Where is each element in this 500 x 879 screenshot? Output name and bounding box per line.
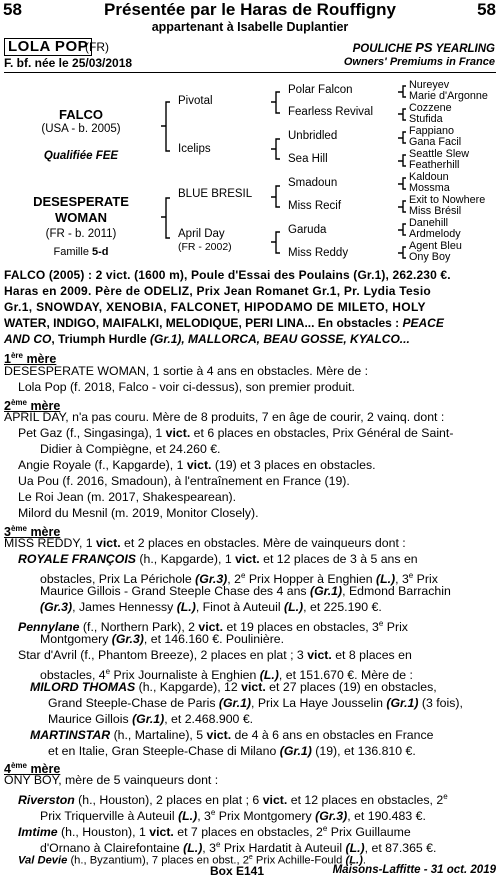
- section-heading-1: 1ère mère: [4, 351, 57, 367]
- mere4-line: Val Devie (h., Byzantium), 7 places en obst., 2e Prix Achille-Fould (L.).: [18, 854, 366, 867]
- gen2-pivotal: Pivotal: [178, 95, 213, 107]
- gen4-item: Exit to Nowhere: [409, 194, 486, 206]
- owner-subtitle: appartenant à Isabelle Duplantier: [151, 20, 349, 34]
- gen4-item: Cozzene: [409, 102, 452, 114]
- gen4-item: Stufida: [409, 113, 443, 125]
- mere3-line: Pennylane (f., Northern Park), 2 vict. et 19 places en obstacles, 3e Prix: [18, 619, 408, 635]
- lot-number-left: 58: [3, 0, 22, 19]
- gen3-polar-falcon: Polar Falcon: [288, 84, 353, 96]
- gen4-item: Seattle Slew: [409, 148, 470, 160]
- section-heading-3: 3ème mère: [4, 524, 61, 540]
- mere3-line: MARTINSTAR (h., Martaline), 5 vict. de 4 à 6 ans en obstacles en France: [30, 728, 434, 742]
- section-heading-4: 4ème mère: [4, 761, 61, 777]
- gen3-miss-reddy: Miss Reddy: [288, 247, 349, 259]
- sire-origin: (USA - b. 2005): [41, 123, 121, 135]
- mere4-line: d'Ornano à Clairefontaine (L.), 3e Prix Hardatit à Auteuil (L.), et 87.365 €.: [40, 840, 437, 856]
- owners-premiums: Owners' Premiums in France: [343, 56, 495, 68]
- mere2-line: APRIL DAY, n'a pas couru. Mère de 8 produits, 7 en âge de courir, 2 vainq. dont :: [4, 410, 445, 424]
- gen3-miss-recif: Miss Recif: [288, 200, 342, 212]
- lot-number-right: 58: [477, 0, 496, 19]
- gen4-item: Nureyev: [409, 79, 450, 91]
- mere4-line: Imtime (h., Houston), 1 vict. et 7 places en obstacles, 2e Prix Guillaume: [18, 824, 411, 840]
- mere3-line: Montgomery (Gr.3), et 146.160 €. Poulinière.: [40, 632, 285, 646]
- mere2-line: Angie Royale (f., Kapgarde), 1 vict. (19) et 3 places en obstacles.: [18, 458, 376, 472]
- mere1-line: Lola Pop (f. 2018, Falco - voir ci-dessus), son premier produit.: [18, 380, 355, 394]
- mere2-line: Milord du Mesnil (m. 2019, Monitor Closely).: [18, 506, 259, 520]
- gen4-item: Danehill: [409, 217, 449, 229]
- gen2-april-day: April Day: [178, 228, 225, 240]
- gen3-fearless-revival: Fearless Revival: [288, 106, 373, 118]
- horse-country: (FR): [85, 40, 109, 54]
- mere3-line: et en Italie, Gran Steeple-Chase di Milano (Gr.1) (19), et 136.810 €.: [48, 744, 416, 758]
- mere3-line: ROYALE FRANÇOIS (h., Kapgarde), 1 vict. et 12 places de 3 à 5 ans en: [18, 552, 418, 566]
- horse-birth: F. bf. née le 25/03/2018: [4, 56, 133, 70]
- gen4-item: Agent Bleu: [409, 240, 462, 252]
- dam-name-line1: DESESPERATE: [33, 194, 129, 209]
- mere4-line: ONY BOY, mère de 5 vainqueurs dont :: [4, 773, 219, 787]
- gen4-item: Miss Brésil: [409, 205, 462, 217]
- mere4-line: Prix Triquerville à Auteuil (L.), 3e Prix Montgomery (Gr.3), et 190.483 €.: [40, 808, 426, 824]
- mere3-line: MISS REDDY, 1 vict. et 2 places en obstacles. Mère de vainqueurs dont :: [4, 536, 406, 550]
- sire-name: FALCO: [58, 107, 104, 122]
- gen4-item: Gana Facil: [409, 136, 462, 148]
- mere2-line: Didier à Compiègne, et 24.260 €.: [40, 442, 221, 456]
- gen4-item: Ony Boy: [409, 251, 451, 263]
- gen4-item: Marie d'Argonne: [409, 90, 488, 102]
- sire-text-line: FALCO (2005) : 2 vict. (1600 m), Poule d'Essai des Poulains (Gr.1), 262.230 €.: [4, 268, 451, 282]
- mere2-line: Pet Gaz (f., Singasinga), 1 vict. et 6 places en obstacles, Prix Général de Saint-: [18, 426, 454, 440]
- dam-origin: (FR - b. 2011): [45, 228, 117, 240]
- mere2-line: Le Roi Jean (m. 2017, Shakespearean).: [18, 490, 237, 504]
- dam-family: Famille 5-d: [53, 246, 109, 258]
- gen3-unbridled: Unbridled: [288, 130, 338, 142]
- sire-text-line: Haras en 2009. Père de ODELIZ, Prix Jean Romanet Gr.1, Pr. Lydia Tesio: [4, 284, 432, 298]
- horse-category: POULICHE PS YEARLING: [352, 40, 495, 55]
- gen2-blue-bresil: BLUE BRESIL: [178, 188, 253, 200]
- mere3-line: Maurice Gillois (Gr.1), et 2.468.900 €.: [48, 712, 254, 726]
- mere3-line: obstacles, 4e Prix Journaliste à Enghien (L.), et 151.670 €. Mère de :: [40, 667, 413, 683]
- horse-name: LOLA POP: [4, 38, 92, 56]
- mere3-line: Grand Steeple-Chase de Paris (Gr.1), Prix La Haye Jousselin (Gr.1) (3 fois),: [48, 696, 463, 710]
- gen2-april-day-origin: (FR - 2002): [178, 241, 232, 253]
- mere3-line: obstacles, Prix La Périchole (Gr.3), 2e Prix Hopper à Enghien (L.), 3e Prix: [40, 571, 438, 587]
- footer-box: Box E141: [210, 864, 265, 878]
- gen4-item: Fappiano: [409, 125, 455, 137]
- mere4-line: Riverston (h., Houston), 2 places en plat ; 6 vict. et 12 places en obstacles, 2e: [18, 792, 448, 808]
- mere2-line: Ua Pou (f. 2016, Smadoun), à l'entraînement en France (19).: [18, 474, 350, 488]
- gen4-item: Mossma: [409, 182, 450, 194]
- sire-text-line: AND CO, Triumph Hurdle (Gr.1), MALLORCA, BEAU GOSSE, KYALCO...: [4, 332, 410, 346]
- mere3-line: Star d'Avril (f., Phantom Breeze), 2 places en plat ; 3 vict. et 8 places en: [18, 648, 412, 662]
- mere3-line: Maurice Gillois - Grand Steeple Chase des 4 ans (Gr.1), Edmond Barrachin: [40, 584, 451, 598]
- gen3-sea-hill: Sea Hill: [288, 153, 328, 165]
- gen4-item: Featherhill: [409, 159, 460, 171]
- gen3-smadoun: Smadoun: [288, 177, 338, 189]
- mere3-line: MILORD THOMAS (h., Kapgarde), 12 vict. et 27 places (19) en obstacles,: [30, 680, 437, 694]
- gen3-garuda: Garuda: [288, 224, 327, 236]
- footer-venue-date: Maisons-Laffitte - 31 oct. 2019: [332, 864, 496, 876]
- section-heading-2: 2ème mère: [4, 398, 61, 414]
- sire-text-line: WATER, INDIGO, MAIFALKI, MELODIQUE, PERI LINA... En obstacles : PEACE: [4, 316, 444, 330]
- gen4-item: Kaldoun: [409, 171, 449, 183]
- mere3-line: (Gr.3), James Hennessy (L.), Finot à Auteuil (L.), et 225.190 €.: [40, 600, 382, 614]
- mere1-line: DESESPERATE WOMAN, 1 sortie à 4 ans en obstacles. Mère de :: [4, 364, 369, 378]
- gen2-icelips: Icelips: [178, 143, 211, 155]
- dam-name-line2: WOMAN: [55, 210, 107, 225]
- sire-note: Qualifiée FEE: [43, 150, 119, 162]
- sire-text-line: Gr.1, SNOWDAY, XENOBIA, FALCONET, HIPODAMO DE MILETO, HOLY: [4, 300, 426, 314]
- page-title: Présentée par le Haras de Rouffigny: [104, 0, 396, 19]
- gen4-item: Ardmelody: [409, 228, 461, 240]
